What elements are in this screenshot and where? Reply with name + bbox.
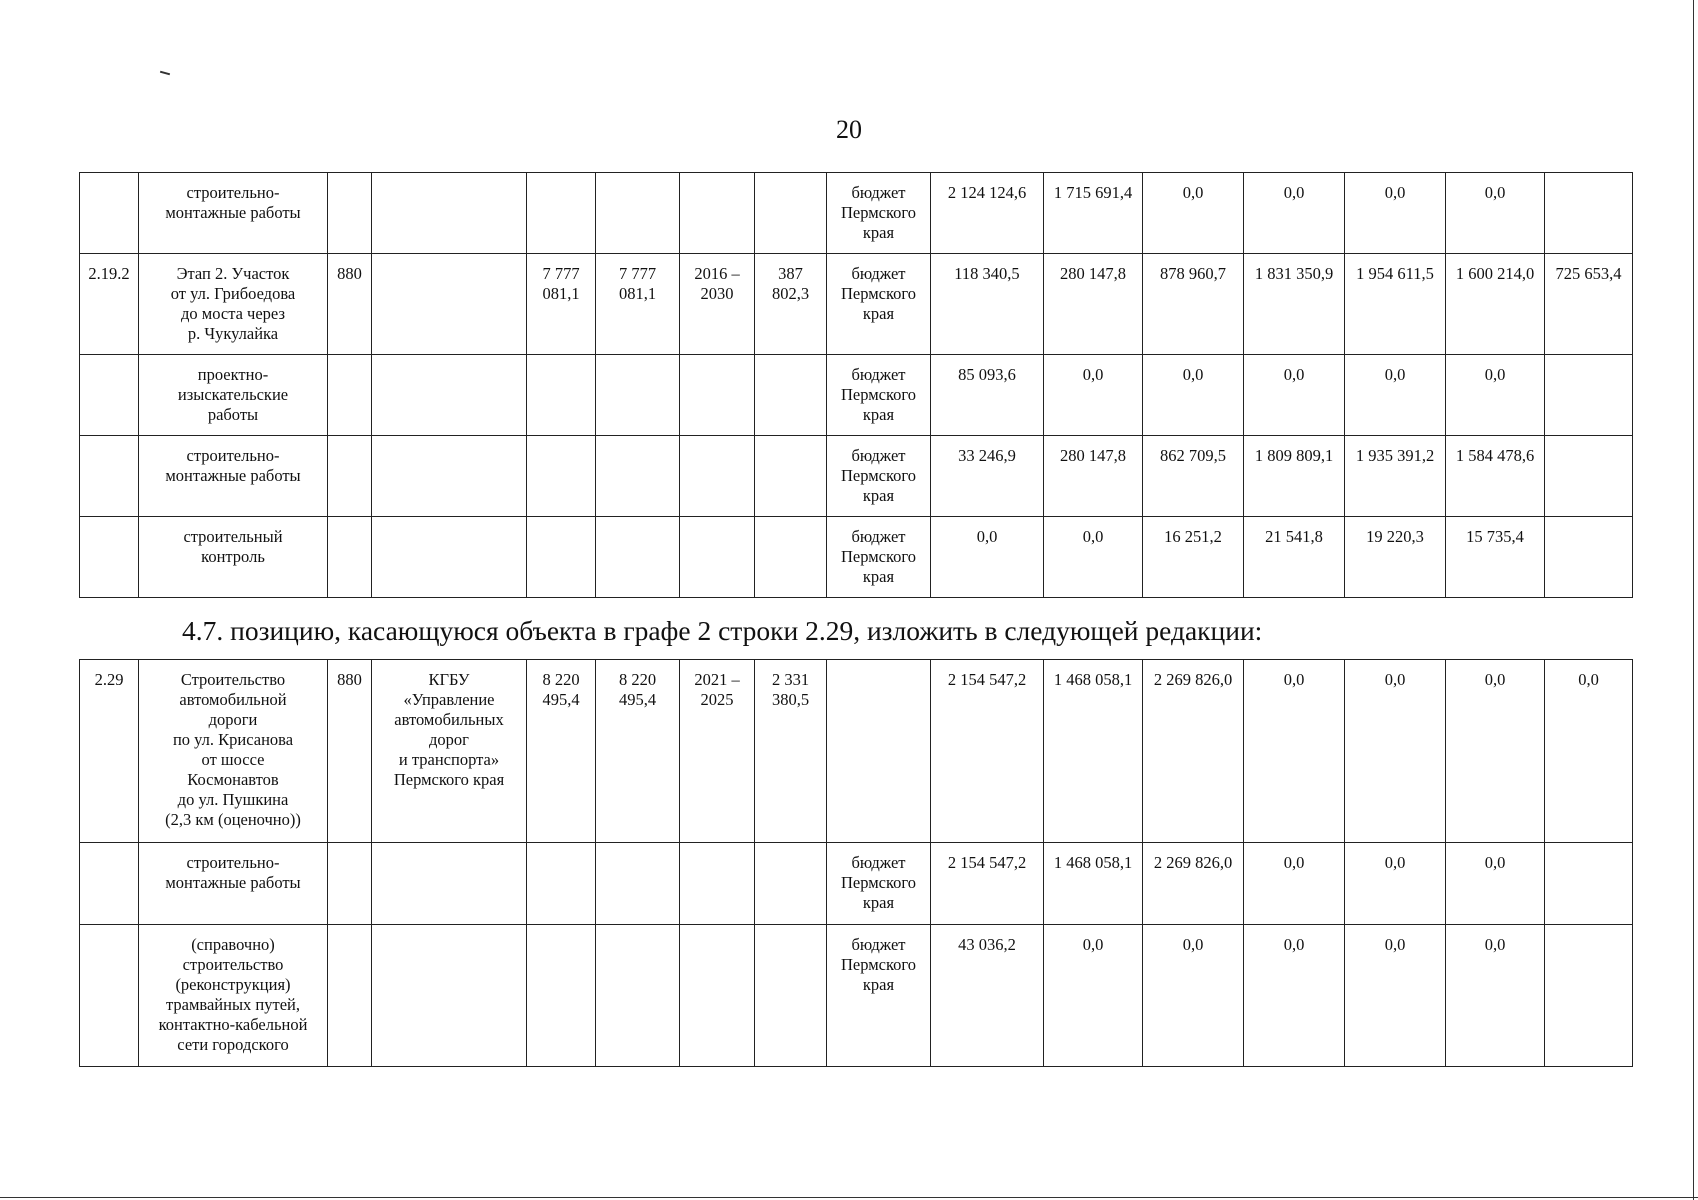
- value-year-6: 1 600 214,0: [1446, 254, 1545, 355]
- value-year-3: 878 960,7: [1143, 254, 1244, 355]
- value-year-3: 0,0: [1143, 925, 1244, 1067]
- value-year-7: [1545, 517, 1633, 598]
- remaining-cost-cell: [755, 517, 827, 598]
- value-year-5: 1 935 391,2: [1345, 436, 1446, 517]
- code-cell: [328, 517, 372, 598]
- period-cell: 2016 – 2030: [680, 254, 755, 355]
- value-year-6: 0,0: [1446, 843, 1545, 925]
- object-name: строительно- монтажные работы: [139, 173, 328, 254]
- period-cell: [680, 925, 755, 1067]
- value-year-2: 0,0: [1044, 355, 1143, 436]
- remaining-cost-cell: [755, 173, 827, 254]
- total-cost-cell: [596, 436, 680, 517]
- table-row: [80, 436, 1633, 517]
- estimated-cost-cell: [527, 925, 596, 1067]
- code-cell: 880: [328, 254, 372, 355]
- value-year-6: 1 584 478,6: [1446, 436, 1545, 517]
- object-name: проектно- изыскательские работы: [139, 355, 328, 436]
- value-year-1: 0,0: [931, 517, 1044, 598]
- funding-source: бюджет Пермского края: [827, 843, 931, 925]
- value-year-7: [1545, 925, 1633, 1067]
- table-row: [80, 843, 1633, 925]
- value-year-4: 0,0: [1244, 355, 1345, 436]
- period-cell: [680, 843, 755, 925]
- estimated-cost-cell: 7 777 081,1: [527, 254, 596, 355]
- value-year-1: 2 154 547,2: [931, 843, 1044, 925]
- customer-cell: [372, 436, 527, 517]
- total-cost-cell: 8 220 495,4: [596, 660, 680, 843]
- period-cell: [680, 355, 755, 436]
- value-year-6: 15 735,4: [1446, 517, 1545, 598]
- customer-cell: [372, 843, 527, 925]
- table-row: [80, 173, 1633, 254]
- table-row: [80, 254, 1633, 355]
- value-year-5: 19 220,3: [1345, 517, 1446, 598]
- total-cost-cell: [596, 173, 680, 254]
- row-number: [80, 436, 139, 517]
- value-year-6: 0,0: [1446, 173, 1545, 254]
- value-year-7: 725 653,4: [1545, 254, 1633, 355]
- code-cell: [328, 925, 372, 1067]
- value-year-1: 118 340,5: [931, 254, 1044, 355]
- value-year-3: 862 709,5: [1143, 436, 1244, 517]
- code-cell: [328, 843, 372, 925]
- customer-cell: [372, 925, 527, 1067]
- estimated-cost-cell: [527, 517, 596, 598]
- estimated-cost-cell: [527, 173, 596, 254]
- value-year-7: 0,0: [1545, 660, 1633, 843]
- table-row: [80, 925, 1633, 1067]
- total-cost-cell: [596, 517, 680, 598]
- value-year-1: 85 093,6: [931, 355, 1044, 436]
- value-year-4: 21 541,8: [1244, 517, 1345, 598]
- value-year-2: 0,0: [1044, 517, 1143, 598]
- code-cell: [328, 173, 372, 254]
- code-cell: [328, 355, 372, 436]
- row-number: 2.19.2: [80, 254, 139, 355]
- scan-border-line: [1693, 0, 1694, 1200]
- row-number: [80, 355, 139, 436]
- value-year-4: 1 809 809,1: [1244, 436, 1345, 517]
- customer-cell: [372, 254, 527, 355]
- customer-cell: [372, 355, 527, 436]
- value-year-5: 1 954 611,5: [1345, 254, 1446, 355]
- value-year-5: 0,0: [1345, 660, 1446, 843]
- value-year-5: 0,0: [1345, 925, 1446, 1067]
- remaining-cost-cell: [755, 436, 827, 517]
- remaining-cost-cell: 2 331 380,5: [755, 660, 827, 843]
- amendment-heading: 4.7. позицию, касающуюся объекта в графе 2 строки 2.29, изложить в следующей редакции:: [182, 615, 1263, 646]
- object-name: строительно- монтажные работы: [139, 843, 328, 925]
- remaining-cost-cell: [755, 843, 827, 925]
- estimated-cost-cell: [527, 843, 596, 925]
- value-year-1: 33 246,9: [931, 436, 1044, 517]
- funding-source: бюджет Пермского края: [827, 925, 931, 1067]
- period-cell: [680, 173, 755, 254]
- value-year-7: [1545, 355, 1633, 436]
- object-name: Строительство автомобильной дороги по ул. Крисанова от шоссе Космонавтов до ул. Пушкина (2,3 км (оценочно)): [139, 660, 328, 843]
- estimated-cost-cell: [527, 436, 596, 517]
- value-year-2: 280 147,8: [1044, 254, 1143, 355]
- value-year-2: 0,0: [1044, 925, 1143, 1067]
- estimated-cost-cell: [527, 355, 596, 436]
- code-cell: 880: [328, 660, 372, 843]
- funding-source: бюджет Пермского края: [827, 355, 931, 436]
- value-year-4: 0,0: [1244, 925, 1345, 1067]
- customer-cell: КГБУ «Управление автомобильных дорог и транспорта» Пермского края: [372, 660, 527, 843]
- table-row: [80, 517, 1633, 598]
- value-year-2: 1 715 691,4: [1044, 173, 1143, 254]
- value-year-4: 0,0: [1244, 173, 1345, 254]
- funding-source: бюджет Пермского края: [827, 436, 931, 517]
- row-number: 2.29: [80, 660, 139, 843]
- value-year-1: 2 154 547,2: [931, 660, 1044, 843]
- funding-source: [827, 660, 931, 843]
- row-number: [80, 173, 139, 254]
- total-cost-cell: [596, 843, 680, 925]
- row-number: [80, 925, 139, 1067]
- estimated-cost-cell: 8 220 495,4: [527, 660, 596, 843]
- scan-border-line-bottom: [0, 1197, 1698, 1198]
- value-year-7: [1545, 843, 1633, 925]
- object-name: строительный контроль: [139, 517, 328, 598]
- value-year-7: [1545, 173, 1633, 254]
- page-number: 20: [836, 115, 862, 144]
- value-year-5: 0,0: [1345, 843, 1446, 925]
- value-year-5: 0,0: [1345, 355, 1446, 436]
- table-row: [80, 355, 1633, 436]
- value-year-3: 0,0: [1143, 173, 1244, 254]
- value-year-1: 2 124 124,6: [931, 173, 1044, 254]
- value-year-6: 0,0: [1446, 355, 1545, 436]
- period-cell: [680, 436, 755, 517]
- value-year-3: 2 269 826,0: [1143, 660, 1244, 843]
- value-year-1: 43 036,2: [931, 925, 1044, 1067]
- value-year-2: 1 468 058,1: [1044, 660, 1143, 843]
- period-cell: [680, 517, 755, 598]
- object-name: (справочно) строительство (реконструкция) трамвайных путей, контактно-кабельной сети городского: [139, 925, 328, 1067]
- period-cell: 2021 – 2025: [680, 660, 755, 843]
- funding-source: бюджет Пермского края: [827, 517, 931, 598]
- total-cost-cell: [596, 925, 680, 1067]
- table-row: [80, 660, 1633, 843]
- value-year-3: 16 251,2: [1143, 517, 1244, 598]
- value-year-2: 1 468 058,1: [1044, 843, 1143, 925]
- scan-mark: [160, 71, 170, 76]
- value-year-6: 0,0: [1446, 660, 1545, 843]
- budget-table-continuation: [79, 172, 1633, 598]
- value-year-7: [1545, 436, 1633, 517]
- value-year-2: 280 147,8: [1044, 436, 1143, 517]
- remaining-cost-cell: 387 802,3: [755, 254, 827, 355]
- object-name: Этап 2. Участок от ул. Грибоедова до моста через р. Чукулайка: [139, 254, 328, 355]
- value-year-4: 0,0: [1244, 843, 1345, 925]
- code-cell: [328, 436, 372, 517]
- funding-source: бюджет Пермского края: [827, 254, 931, 355]
- row-number: [80, 843, 139, 925]
- value-year-4: 1 831 350,9: [1244, 254, 1345, 355]
- funding-source: бюджет Пермского края: [827, 173, 931, 254]
- value-year-3: 0,0: [1143, 355, 1244, 436]
- remaining-cost-cell: [755, 355, 827, 436]
- total-cost-cell: 7 777 081,1: [596, 254, 680, 355]
- value-year-6: 0,0: [1446, 925, 1545, 1067]
- object-name: строительно- монтажные работы: [139, 436, 328, 517]
- value-year-5: 0,0: [1345, 173, 1446, 254]
- value-year-4: 0,0: [1244, 660, 1345, 843]
- customer-cell: [372, 173, 527, 254]
- row-number: [80, 517, 139, 598]
- value-year-3: 2 269 826,0: [1143, 843, 1244, 925]
- total-cost-cell: [596, 355, 680, 436]
- budget-table-row-2-29: [79, 659, 1633, 1067]
- remaining-cost-cell: [755, 925, 827, 1067]
- customer-cell: [372, 517, 527, 598]
